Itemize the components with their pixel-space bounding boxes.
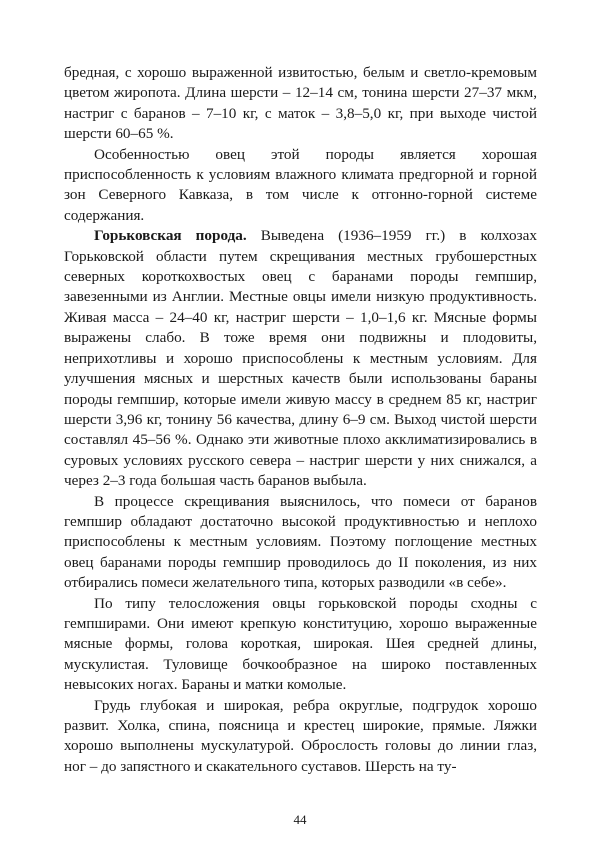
paragraph-3: [64, 226, 537, 491]
paragraph-4-text: В процессе скрещивания выяснилось, что помеси от баранов гемпшир обладают достаточно высокой продуктивностью и неплохо приспособлены к местным условиям. Поэтому поглощение местных овец баранами породы гемпшир проводилось до II поколения, из них отбирались помеси желательного типа, которых разводили «в себе».: [64, 492, 537, 592]
breed-heading: Горьковская порода.: [94, 227, 247, 245]
page-number: 44: [293, 812, 307, 827]
paragraph-2: [64, 145, 537, 227]
page-text-body: [64, 63, 537, 777]
paragraph-1: [64, 63, 537, 145]
paragraph-6: [64, 696, 537, 778]
paragraph-1-text: бредная, с хорошо выраженной извитостью, белым и светло-кремовым цветом жиропота. Длина шерсти – 12–14 см, тонина шерсти 27–37 мкм, настриг с баранов – 7–10 кг, с маток – 3,8–5,0 кг, при выходе чистой шерсти 60–65 %.: [64, 64, 537, 143]
paragraph-2-text: Особенностью овец этой породы является хорошая приспособленность к условиям влажного климата предгорной и горной зон Северного Кавказа, в том числе к отгонно-горной системе содержания.: [64, 145, 537, 224]
paragraph-5-text: По типу телосложения овцы горьковской породы сходны с гемпширами. Они имеют крепкую конституцию, хорошо выраженные мясные формы, голова короткая, широкая. Шея средней длины, мускулистая. Туловище бочкообразное на широко поставленных невысоких ногах. Бараны и матки комолые.: [64, 594, 537, 694]
paragraph-4: [64, 492, 537, 594]
paragraph-5: [64, 594, 537, 696]
paragraph-6-text: Грудь глубокая и широкая, ребра округлые, подгрудок хорошо развит. Холка, спина, поясница и крестец широкие, прямые. Ляжки хорошо выполнены мускулатурой. Оброслость головы до линии глаз, ног – до запястного и скакательного суставов. Шерсть на ту-: [64, 696, 537, 775]
paragraph-3-text: Выведена (1936–1959 гг.) в колхозах Горьковской области путем скрещивания местных грубошерстных северных короткохвостых овец с баранами породы гемпшир, завезенными из Англии. Местные овцы имели низкую продуктивность. Живая масса – 24–40 кг, настриг шерсти – 1,0–1,6 кг. Мясные формы выражены слабо. В тоже время они подвижны и плодовиты, неприхотливы и хорошо приспособлены к местным условиям. Для улучшения мясных и шерстных качеств были использованы бараны породы гемпшир, которые имели живую массу в среднем 85 кг, настриг шерсти 3,96 кг, тонину 56 качества, длину 6–9 см. Выход чистой шерсти составлял 45–56 %. Однако эти животные плохо акклиматизировались в суровых условиях русского севера – настриг шерсти у них снижался, а через 2–3 года большая часть баранов выбыла.: [64, 227, 537, 490]
